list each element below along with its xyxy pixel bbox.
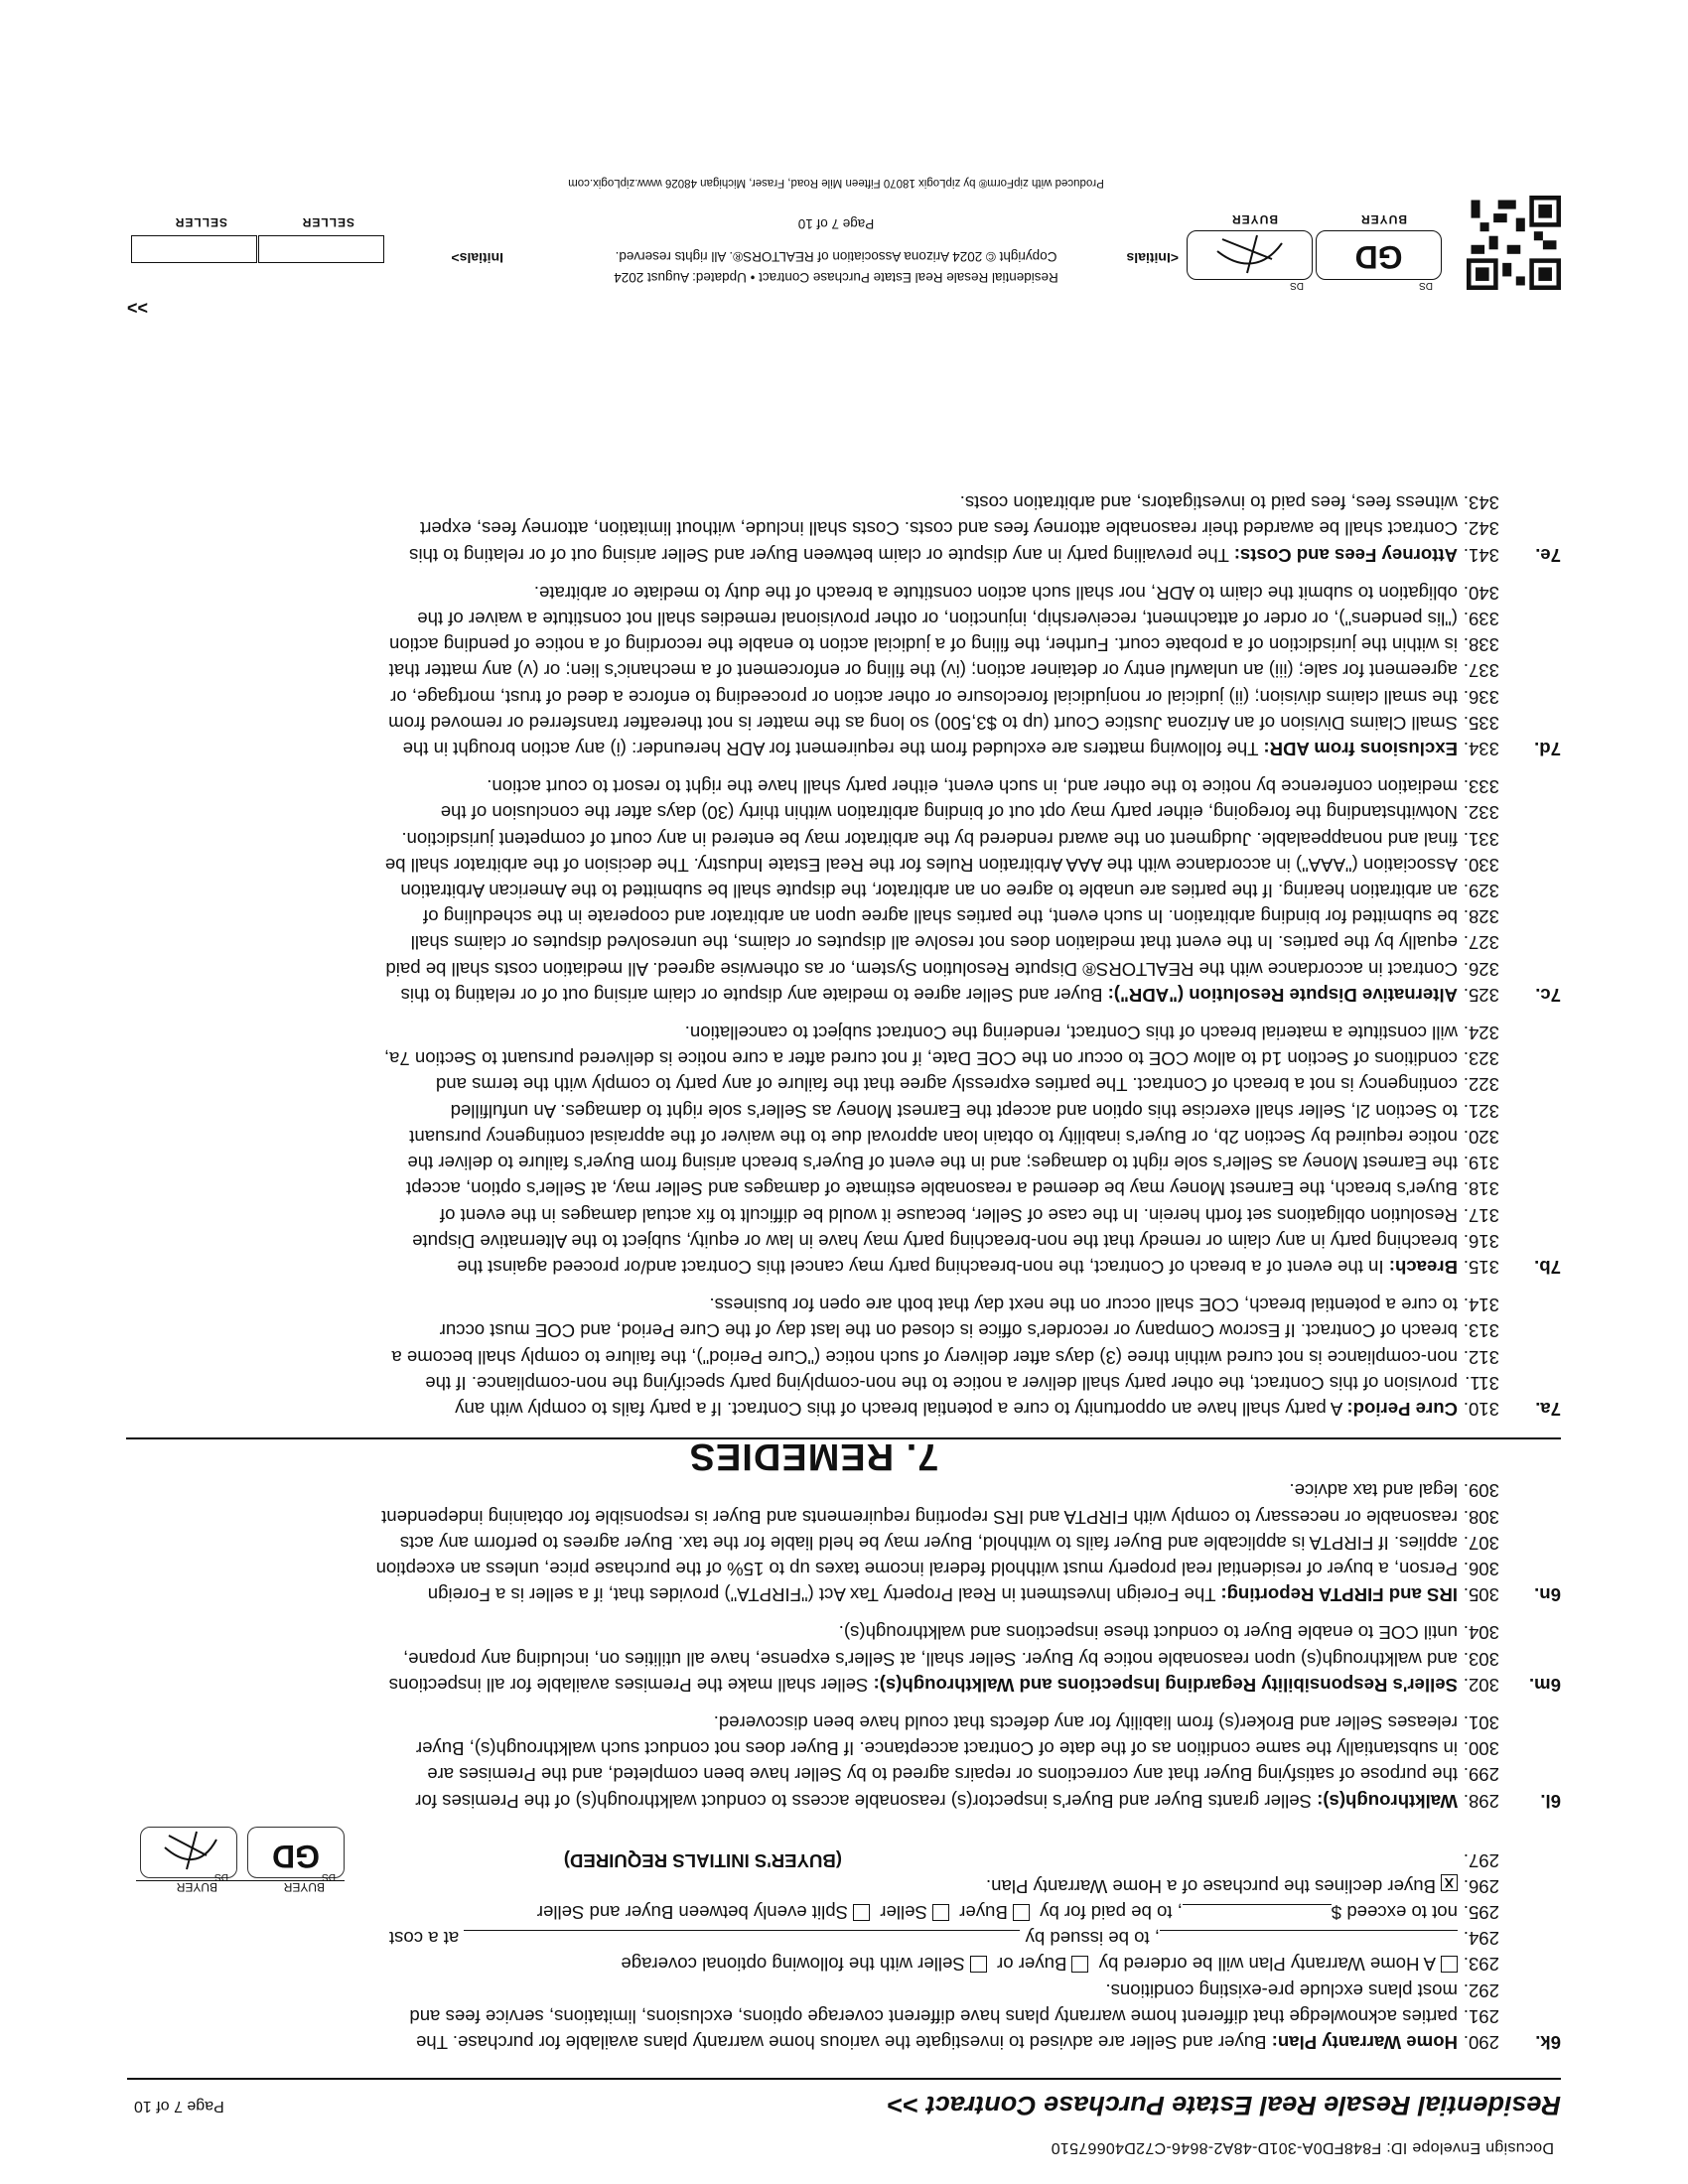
seller-label: SELLER — [301, 215, 354, 229]
seller-initials-slot[interactable] — [131, 235, 257, 263]
section-7e — [126, 489, 1561, 568]
line-number: 330. — [1463, 854, 1499, 876]
line-314 — [126, 1292, 1561, 1317]
line-334 — [126, 736, 1561, 761]
line-332 — [126, 799, 1561, 825]
line-number: 305. — [1463, 1584, 1499, 1606]
initials-label-right: Initials> — [451, 250, 503, 266]
line-333 — [126, 773, 1561, 799]
line-number: 313. — [1463, 1320, 1499, 1342]
line-text: Buyer declines the purchase of a Home Warranty Plan. — [985, 1875, 1436, 1897]
line-301 — [126, 1709, 1561, 1735]
continue-marker: >> — [127, 298, 149, 318]
line-315 — [126, 1254, 1561, 1280]
section-7a — [126, 1292, 1561, 1422]
line-text: not to exceed $ — [1331, 1901, 1458, 1923]
line-323 — [126, 1045, 1561, 1071]
line-text: mediation conference by notice to the other and, in such event, either party shall have the right to resort to court action. — [487, 776, 1458, 798]
line-328 — [126, 903, 1561, 929]
docusign-tag: DS — [1419, 280, 1433, 291]
home-warranty-ordered-checkbox[interactable] — [1441, 1956, 1458, 1973]
line-308 — [126, 1503, 1561, 1529]
line-text: The prevailing party in any dispute or claim between Buyer and Seller arising out of or relating to this — [409, 544, 1234, 566]
line-313 — [126, 1317, 1561, 1343]
line-text: conditions of Section 1d to allow COE to occur on the COE Date, if not cured after a cure notice is delivered pursuant to Section 7a, — [383, 1048, 1458, 1070]
produced-with-line: Produced with zipForm® by zipLogix 18070 Fifteen Mile Road, Fraser, Michigan 48026 www.zipLogix.com — [568, 177, 1104, 189]
line-number: 328. — [1463, 906, 1499, 928]
line-text: non-compliance is not cured within three (3) days after delivery of such notice ("Cure Period"), the failure to comply shall become a — [391, 1346, 1458, 1368]
line-324 — [126, 1020, 1561, 1045]
section-label: 6n. — [1534, 1584, 1561, 1606]
docusign-envelope-id: Docusign Envelope ID: F848FD0A-301D-48A2-8646-C72D40667510 — [1051, 2139, 1554, 2156]
section-label: 7b. — [1534, 1256, 1561, 1278]
line-number: 322. — [1463, 1074, 1499, 1096]
line-number: 317. — [1463, 1204, 1499, 1226]
line-321 — [126, 1098, 1561, 1124]
ordered-by-seller-checkbox[interactable] — [970, 1956, 987, 1973]
line-number: 306. — [1463, 1558, 1499, 1579]
line-number: 299. — [1463, 1764, 1499, 1786]
line-number: 337. — [1463, 660, 1499, 682]
line-291 — [126, 2003, 1561, 2029]
line-text: Buyer and Seller agree to mediate any dispute or claim arising out of or relating to this — [400, 984, 1108, 1006]
line-text: to Section 2l, Seller shall exercise this option and accept the Earnest Money as Seller's sole right to damages. An unfulfilled — [450, 1100, 1458, 1122]
section-7c — [126, 773, 1561, 1008]
line-text: notice required by Section 2b, or Buyer's inability to obtain loan approval due to the waiver of the appraisal contingency pursuant — [409, 1126, 1458, 1148]
line-text: A Home Warranty Plan will be ordered by — [1098, 1954, 1436, 1976]
buyer-declines-warranty-checkbox[interactable]: X — [1441, 1874, 1458, 1891]
line-322 — [126, 1071, 1561, 1097]
buyer-label: BUYER — [1230, 212, 1278, 226]
section-heading: Home Warranty Plan: — [1271, 2032, 1458, 2053]
line-text: releases Seller and Broker(s) from liability for any defects that could have been discovered. — [713, 1711, 1458, 1733]
line-number: 334. — [1463, 739, 1499, 760]
line-298 — [126, 1787, 1561, 1813]
line-text: Resolution obligations set forth herein. In the case of Seller, because it would be difficult to fix actual damages in the event of — [440, 1204, 1458, 1226]
line-299 — [126, 1761, 1561, 1787]
line-343 — [126, 489, 1561, 515]
line-number: 318. — [1463, 1178, 1499, 1200]
line-number: 339. — [1463, 609, 1499, 630]
line-306 — [126, 1556, 1561, 1581]
paid-by-buyer-checkbox[interactable] — [1013, 1904, 1030, 1921]
section-heading: Exclusions from ADR: — [1263, 739, 1458, 760]
line-303 — [126, 1645, 1561, 1671]
buyer-label: BUYER — [1359, 212, 1407, 226]
line-text: at a cost — [388, 1928, 460, 1950]
buyer-initials: GD — [1354, 239, 1403, 275]
section-label: 6m. — [1528, 1674, 1561, 1696]
line-342 — [126, 515, 1561, 541]
cost-limit-field[interactable] — [1183, 1904, 1332, 1921]
line-307 — [126, 1530, 1561, 1556]
line-text: until COE to enable Buyer to conduct these inspections and walkthrough(s). — [838, 1622, 1458, 1644]
line-number: 312. — [1463, 1346, 1499, 1368]
line-number: 325. — [1463, 984, 1499, 1006]
buyer-initials-footer — [1184, 206, 1442, 291]
line-number: 321. — [1463, 1100, 1499, 1122]
line-text: breach of Contract. If Escrow Company or recorder's office is closed on the last day of the Cure Period, and COE must occur — [439, 1320, 1458, 1342]
section-6k — [126, 1826, 1561, 2055]
docusign-tag: DS — [322, 1870, 336, 1882]
section-6n — [126, 1477, 1561, 1607]
line-number: 316. — [1463, 1230, 1499, 1252]
line-number: 302. — [1463, 1674, 1499, 1696]
line-number: 324. — [1463, 1023, 1499, 1044]
section-label: 7e. — [1535, 544, 1561, 566]
line-336 — [126, 683, 1561, 709]
line-text: legal and tax advice. — [1289, 1480, 1458, 1502]
line-293 — [126, 1951, 1561, 1977]
initials-scribble-icon — [1188, 231, 1312, 279]
section-6l — [126, 1709, 1561, 1814]
line-304 — [126, 1619, 1561, 1645]
page-title: Residential Resale Real Estate Purchase Contract >> — [887, 2091, 1561, 2120]
line-341 — [126, 541, 1561, 567]
line-295 — [126, 1899, 1561, 1925]
line-number: 331. — [1463, 828, 1499, 850]
line-310 — [126, 1396, 1561, 1422]
line-338 — [126, 631, 1561, 657]
line-text: equally by the parties. In the event that mediation does not resolve all disputes or claims, the unresolved disputes or claims shall — [410, 932, 1458, 954]
line-text: and walkthrough(s) upon reasonable notice by Buyer. Seller shall, at Seller's expense, have all utilities on, including any propane, — [403, 1648, 1458, 1670]
initials-required-label: (BUYER'S INITIALS REQUIRED) — [563, 1849, 842, 1871]
paid-by-seller-checkbox[interactable] — [932, 1904, 949, 1921]
section-heading: Cure Period: — [1346, 1398, 1458, 1420]
line-text: Split evenly between Buyer and Seller — [536, 1901, 848, 1923]
line-330 — [126, 852, 1561, 878]
line-326 — [126, 955, 1561, 981]
line-text: Person, a buyer of residential real property must withhold federal income taxes up to 15% of the purchase price, unless an exception — [375, 1558, 1458, 1579]
buyer-signature-slot[interactable] — [1187, 230, 1313, 291]
line-text: breaching party in any claim or remedy that the non-breaching party may have in law or equity, subject to the Alternative Dispute — [412, 1230, 1458, 1252]
copyright-line: Copyright © 2024 Arizona Association of REALTORS®. All rights reserved. — [615, 249, 1057, 264]
line-number: 298. — [1463, 1790, 1499, 1812]
seller-initials-footer — [126, 205, 384, 263]
line-302 — [126, 1672, 1561, 1698]
line-number: 310. — [1463, 1398, 1499, 1420]
qr-code-icon — [1467, 196, 1561, 290]
line-number: 327. — [1463, 932, 1499, 954]
line-text: Contract in accordance with the REALTORS® Dispute Resolution System, or as otherwise agreed. All mediation costs shall be paid — [385, 958, 1458, 980]
page-footer — [126, 169, 1561, 298]
line-text: ("lis pendens"), or order of attachment, receivership, injunction, or other provisional remedies shall not constitute a waiver of the — [417, 609, 1458, 630]
line-331 — [126, 825, 1561, 851]
footer-copyright — [528, 213, 1144, 288]
line-text: Seller shall make the Premises available for all inspections — [388, 1674, 874, 1696]
page-number: Page 7 of 10 — [134, 2098, 224, 2115]
buyer-label: BUYER — [176, 1879, 217, 1894]
line-text: the small claims division; (ii) judicial or nonjudicial foreclosure or other action or proceeding to enforce a deed of trust, mortgage, or — [390, 686, 1458, 708]
line-text: Small Claims Division of an Arizona Justice Court (up to $3,500) so long as the matter is not thereafter transferred or removed from — [388, 712, 1458, 734]
line-number: 343. — [1463, 492, 1499, 514]
line-text: The following matters are excluded from the requirement for ADR hereunder: (i) any action brought in the — [402, 739, 1264, 760]
line-text: parties acknowledge that different home warranty plans have different coverage options, exclusions, limitations, service fees and — [409, 2005, 1458, 2027]
footer-page-number: Page 7 of 10 — [797, 216, 875, 231]
line-text: be submitted for binding arbitration. In such event, the parties shall agree upon an arbitrator and cooperate in the scheduling of — [423, 906, 1458, 928]
line-number: 294. — [1463, 1928, 1499, 1950]
seller-initials-slot[interactable] — [258, 235, 384, 263]
header-divider — [127, 2078, 1561, 2080]
section-heading: IRS and FIRPTA Reporting: — [1220, 1584, 1458, 1606]
line-text: Seller — [880, 1901, 927, 1923]
line-text: contingency is not a breach of Contract. The parties expressly agree that the failure of any party to comply with the terms and — [435, 1074, 1458, 1096]
section-heading: Attorney Fees and Costs: — [1233, 544, 1458, 566]
line-text: in substantially the same condition as of the date of Contract acceptance. If Buyer does not conduct such walkthrough(s), Buyer — [415, 1738, 1458, 1760]
line-329 — [126, 878, 1561, 903]
issued-by-field[interactable] — [464, 1930, 1020, 1947]
line-340 — [126, 580, 1561, 606]
line-335 — [126, 710, 1561, 736]
line-311 — [126, 1370, 1561, 1396]
line-text: most plans exclude pre-existing conditions. — [1105, 1979, 1458, 2001]
line-292 — [126, 1977, 1561, 2002]
line-text: Buyer's breach, the Earnest Money may be deemed a reasonable estimate of damages and Seller may, at Seller's option, accept — [406, 1178, 1458, 1200]
line-300 — [126, 1735, 1561, 1761]
line-294 — [126, 1925, 1561, 1951]
line-number: 323. — [1463, 1048, 1499, 1070]
line-text: Seller grants Buyer and Buyer's inspector(s) reasonable access to conduct walkthrough(s) of the Premises for — [415, 1790, 1318, 1812]
buyer-initials-slot[interactable] — [1316, 230, 1442, 291]
line-text: final and nonappealable. Judgment on the award rendered by the arbitrator may be entered in any court of competent jurisdiction. — [401, 828, 1458, 850]
line-316 — [126, 1228, 1561, 1254]
line-text: The Foreign Investment in Real Property Tax Act ("FIRPTA") provides that, if a seller is a Foreign — [427, 1584, 1221, 1606]
initials-label-left: <Initials — [1126, 250, 1179, 266]
line-290 — [126, 2029, 1561, 2055]
line-325 — [126, 982, 1561, 1008]
line-number: 333. — [1463, 776, 1499, 798]
line-text: to cure a potential breach, COE shall occur on the next day that both are open for business. — [709, 1295, 1458, 1316]
buyer-label: BUYER — [283, 1879, 325, 1894]
split-evenly-checkbox[interactable] — [853, 1904, 870, 1921]
line-number: 290. — [1463, 2032, 1499, 2053]
line-number: 304. — [1463, 1622, 1499, 1644]
line-text: the Earnest Money as Seller's sole right to damages; and in the event of Buyer's breach arising from Buyer's failure to deliver the — [407, 1153, 1458, 1174]
line-number: 332. — [1463, 802, 1499, 824]
line-number: 326. — [1463, 958, 1499, 980]
form-title-line: Residential Resale Real Estate Purchase Contract • Updated: August 2024 — [614, 270, 1058, 285]
section-label: 6l. — [1540, 1790, 1561, 1812]
section-heading: Breach: — [1388, 1256, 1458, 1278]
section-label: 7d. — [1534, 739, 1561, 760]
line-text: obligation to submit the claim to ADR, nor shall such action constitute a breach of the duty to mediate or arbitrate. — [533, 582, 1458, 604]
line-309 — [126, 1477, 1561, 1503]
line-number: 296. — [1463, 1875, 1499, 1897]
contract-body — [126, 489, 1561, 2055]
docusign-tag: DS — [214, 1870, 228, 1882]
seller-label: SELLER — [174, 215, 227, 229]
line-text: an arbitration hearing. If the parties are unable to agree on an arbitrator, the dispute shall be submitted to the American Arbitration — [400, 881, 1458, 902]
line-number: 311. — [1465, 1372, 1499, 1394]
line-305 — [126, 1581, 1561, 1607]
remedies-heading: 7. REMEDIES — [688, 1435, 939, 1478]
line-text: agreement for sale; (iii) an unlawful entry or detainer action; (iv) the filing or enforcement of a mechanic's lien; or (v) any matter that — [388, 660, 1458, 682]
line-text: , to be paid for by — [1040, 1901, 1183, 1923]
line-number: 301. — [1463, 1711, 1499, 1733]
line-number: 295. — [1463, 1901, 1499, 1923]
line-text: will constitute a material breach of this Contract, rendering the Contract subject to cancellation. — [684, 1023, 1458, 1044]
line-text: Notwithstanding the foregoing, either party may opt out of binding arbitration within thirty (30) days after the conclusion of the — [440, 802, 1458, 824]
line-text: witness fees, fees paid to investigators, and arbitration costs. — [959, 492, 1458, 514]
optional-coverage-field[interactable] — [1160, 1930, 1458, 1947]
line-320 — [126, 1124, 1561, 1150]
line-number: 320. — [1463, 1126, 1499, 1148]
line-number: 335. — [1463, 712, 1499, 734]
line-339 — [126, 606, 1561, 631]
line-number: 307. — [1463, 1532, 1499, 1554]
line-327 — [126, 929, 1561, 955]
line-317 — [126, 1201, 1561, 1227]
line-319 — [126, 1150, 1561, 1175]
line-text: the purpose of satisfying Buyer that any corrections or repairs agreed to by Seller have been completed, and the Premises are — [427, 1764, 1458, 1786]
line-number: 309. — [1463, 1480, 1499, 1502]
line-312 — [126, 1343, 1561, 1369]
line-text: Buyer and Seller are advised to investigate the various home warranty plans available for purchase. The — [415, 2032, 1272, 2053]
line-text: Buyer — [959, 1901, 1008, 1923]
line-text: is within the jurisdiction of a probate court. Further, the filing of a judicial action to enable the recording of a notice of pending action — [389, 634, 1458, 656]
line-text: , to be issued by — [1025, 1928, 1160, 1950]
line-text: A party shall have an opportunity to cure a potential breach of this Contract. If a party fails to comply with any — [455, 1398, 1347, 1420]
line-text: Contract shall be awarded their reasonable attorney fees and costs. Costs shall include, without limitation, attorney fees, expert — [420, 518, 1458, 540]
line-number: 300. — [1463, 1738, 1499, 1760]
line-number: 338. — [1463, 634, 1499, 656]
line-number: 308. — [1463, 1506, 1499, 1528]
line-text: reasonable or necessary to comply with FIRPTA and IRS reporting requirements and Buyer is responsible for obtaining independent — [381, 1506, 1458, 1528]
ordered-by-buyer-checkbox[interactable] — [1071, 1956, 1088, 1973]
line-number: 314. — [1463, 1295, 1499, 1316]
line-text: Buyer or — [997, 1954, 1067, 1976]
line-text: provision of this Contract, the other party shall deliver a notice to the non-complying party specifying the non-compliance. If the — [425, 1372, 1458, 1394]
line-text: Association ("AAA") in accordance with the AAA Arbitration Rules for the Real Estate Industry. The decision of the arbitrator shall be — [384, 854, 1458, 876]
line-318 — [126, 1175, 1561, 1201]
line-number: 303. — [1463, 1648, 1499, 1670]
section-heading: Alternative Dispute Resolution ("ADR"): — [1107, 984, 1458, 1006]
line-number: 293. — [1463, 1954, 1499, 1976]
section-7d — [126, 580, 1561, 761]
line-number: 291. — [1463, 2005, 1499, 2027]
line-text: Seller with the following optional coverage — [621, 1954, 965, 1976]
buyer-initials: GD — [272, 1838, 320, 1874]
section-label: 7c. — [1535, 984, 1561, 1006]
section-label: 6k. — [1535, 2032, 1561, 2053]
line-text: applies. If FIRPTA is applicable and Buyer fails to withhold, Buyer may be held liable for the tax. Buyer agrees to perform any acts — [399, 1532, 1458, 1554]
line-number: 336. — [1463, 686, 1499, 708]
line-number: 340. — [1463, 582, 1499, 604]
line-text: In the event of a breach of Contract, the non-breaching party may cancel this Contract and/or proceed against the — [457, 1256, 1389, 1278]
section-heading: Seller's Responsibility Regarding Inspections and Walkthrough(s): — [873, 1674, 1458, 1696]
section-7b — [126, 1020, 1561, 1280]
line-number: 315. — [1463, 1256, 1499, 1278]
line-number: 329. — [1463, 881, 1499, 902]
line-number: 297. — [1463, 1849, 1499, 1871]
buyer-initials-box — [136, 1823, 345, 1894]
line-number: 319. — [1463, 1153, 1499, 1174]
line-number: 292. — [1463, 1979, 1499, 2001]
line-number: 342. — [1463, 518, 1499, 540]
section-label: 7a. — [1535, 1398, 1561, 1420]
section-heading: Walkthrough(s): — [1317, 1790, 1458, 1812]
buyer-initials-slot[interactable] — [247, 1827, 345, 1882]
buyer-signature-slot[interactable] — [140, 1827, 237, 1882]
section-6m — [126, 1619, 1561, 1698]
line-337 — [126, 657, 1561, 683]
docusign-tag: DS — [1290, 280, 1304, 291]
line-number: 341. — [1463, 544, 1499, 566]
